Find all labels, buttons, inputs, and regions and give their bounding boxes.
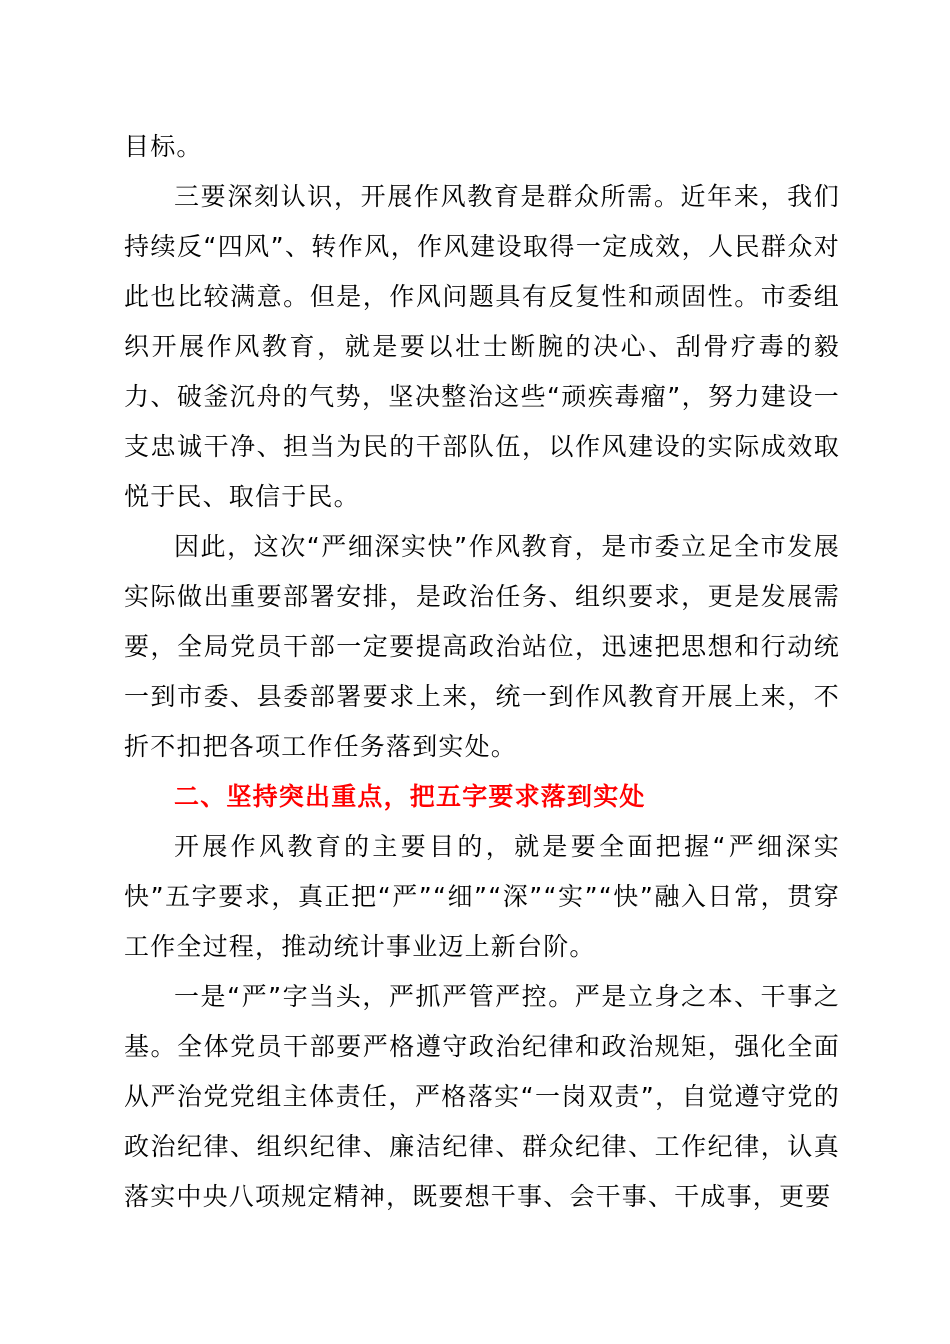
paragraph-third-requirement: 三要深刻认识，开展作风教育是群众所需。近年来，我们持续反“四风”、转作风，作风建设取得一定成效，人民群众对此也比较满意。但是，作风问题具有反复性和顽固性。市委组织开展作风教育，就是要以壮士断腕的决心、刮骨疗毒的毅力、破釜沉舟的气势，坚决整治这些“顽疾毒瘤”，努力建设一支忠诚干净、担当为民的干部队伍，以作风建设的实际成效取悦于民、取信于民。 xyxy=(124,182,840,511)
paragraph-conclusion: 因此，这次“严细深实快”作风教育，是市委立足全市发展实际做出重要部署安排，是政治任务、组织要求，更是发展需要，全局党员干部一定要提高政治站位，迅速把思想和行动统一到市委、县委部署要求上来，统一到作风教育开展上来，不折不扣把各项工作任务落到实处。 xyxy=(124,532,840,761)
paragraph-strict-first: 一是“严”字当头，严抓严管严控。严是立身之本、干事之基。全体党员干部要严格遵守政治纪律和政治规矩，强化全面从严治党党组主体责任，严格落实“一岗双责”，自觉遵守党的政治纪律、组织纪律、廉洁纪律、群众纪律、工作纪律，认真落实中央八项规定精神，既要想干事、会干事、干成事，更要 xyxy=(124,982,840,1211)
section-heading: 二、坚持突出重点，把五字要求落到实处 xyxy=(174,782,646,811)
document-body xyxy=(124,122,840,1222)
paragraph-continuation: 目标。 xyxy=(124,132,203,161)
paragraph-section-intro: 开展作风教育的主要目的，就是要全面把握“严细深实快”五字要求，真正把“严”“细”“深”“实”“快”融入日常，贯穿工作全过程，推动统计事业迈上新台阶。 xyxy=(124,832,840,961)
